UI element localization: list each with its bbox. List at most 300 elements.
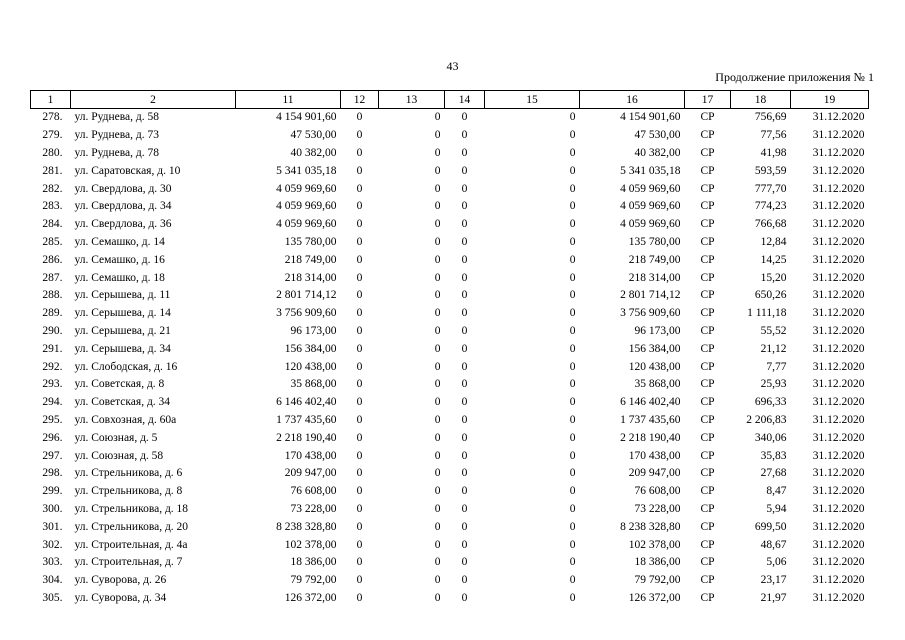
value-cell: 0 <box>434 129 441 142</box>
row-number-cell: 291. <box>42 342 63 355</box>
value-cell: 0 <box>461 485 468 498</box>
total-cell: 4 154 901,60 <box>620 111 681 124</box>
value-cell: 0 <box>461 538 468 551</box>
area-cell: 766,68 <box>754 218 787 231</box>
value-cell: 0 <box>461 502 468 515</box>
value-cell: 0 <box>569 164 576 177</box>
total-cell: 120 438,00 <box>628 360 681 373</box>
row-number-cell: 283. <box>42 200 63 213</box>
value-cell: 0 <box>461 431 468 444</box>
value-cell: 0 <box>434 485 441 498</box>
address-cell: ул. Союзная, д. 5 <box>74 431 158 444</box>
value-cell: 0 <box>461 467 468 480</box>
area-cell: 774,23 <box>754 200 787 213</box>
table-row <box>31 162 869 180</box>
value-cell: 0 <box>569 182 576 195</box>
value-cell: 0 <box>461 111 468 124</box>
area-cell: 23,17 <box>760 574 787 587</box>
address-cell: ул. Свердлова, д. 30 <box>74 182 172 195</box>
value-cell: 0 <box>461 129 468 142</box>
address-cell: ул. Союзная, д. 58 <box>74 449 164 462</box>
value-cell: 0 <box>434 556 441 569</box>
value-cell: 0 <box>356 342 363 355</box>
total-cell: 8 238 328,80 <box>620 520 681 533</box>
value-cell: 0 <box>569 413 576 426</box>
address-cell: ул. Серышева, д. 21 <box>74 324 171 337</box>
value-cell: 0 <box>569 449 576 462</box>
row-number-cell: 303. <box>42 556 63 569</box>
area-cell: 12,84 <box>760 235 787 248</box>
value-cell: 0 <box>461 556 468 569</box>
value-cell: 0 <box>569 467 576 480</box>
value-cell: 0 <box>461 182 468 195</box>
value-cell: 0 <box>434 502 441 515</box>
amount-cell: 40 382,00 <box>290 146 337 159</box>
table-row <box>31 145 869 163</box>
area-cell: 5,06 <box>766 556 787 569</box>
date-cell: 31.12.2020 <box>812 413 865 426</box>
column-header: 19 <box>791 91 869 109</box>
table-row <box>31 305 869 323</box>
table-row <box>31 216 869 234</box>
date-cell: 31.12.2020 <box>812 218 865 231</box>
value-cell: 0 <box>356 146 363 159</box>
amount-cell: 5 341 035,18 <box>276 164 337 177</box>
value-cell: 0 <box>356 538 363 551</box>
date-cell: 31.12.2020 <box>812 164 865 177</box>
value-cell: 0 <box>356 200 363 213</box>
amount-cell: 35 868,00 <box>290 378 337 391</box>
code-cell: СР <box>700 360 715 373</box>
area-cell: 593,59 <box>754 164 787 177</box>
column-header: 16 <box>580 91 685 109</box>
address-cell: ул. Советская, д. 34 <box>74 396 171 409</box>
total-cell: 73 228,00 <box>634 502 681 515</box>
value-cell: 0 <box>569 342 576 355</box>
area-cell: 7,77 <box>766 360 787 373</box>
date-cell: 31.12.2020 <box>812 502 865 515</box>
code-cell: СР <box>700 396 715 409</box>
date-cell: 31.12.2020 <box>812 324 865 337</box>
date-cell: 31.12.2020 <box>812 396 865 409</box>
code-cell: СР <box>700 520 715 533</box>
total-cell: 135 780,00 <box>628 235 681 248</box>
total-cell: 76 608,00 <box>634 485 681 498</box>
address-cell: ул. Стрельникова, д. 8 <box>74 485 183 498</box>
value-cell: 0 <box>434 360 441 373</box>
amount-cell: 2 218 190,40 <box>276 431 337 444</box>
value-cell: 0 <box>569 200 576 213</box>
total-cell: 79 792,00 <box>634 574 681 587</box>
area-cell: 1 111,18 <box>747 307 787 320</box>
area-cell: 21,12 <box>760 342 787 355</box>
table-row <box>31 590 869 608</box>
area-cell: 5,94 <box>766 502 787 515</box>
value-cell: 0 <box>356 218 363 231</box>
area-cell: 699,50 <box>754 520 787 533</box>
address-cell: ул. Суворова, д. 26 <box>74 574 167 587</box>
table-row <box>31 483 869 501</box>
column-header: 11 <box>236 91 341 109</box>
value-cell: 0 <box>356 307 363 320</box>
value-cell: 0 <box>461 378 468 391</box>
amount-cell: 96 173,00 <box>290 324 337 337</box>
column-header: 15 <box>485 91 580 109</box>
date-cell: 31.12.2020 <box>812 556 865 569</box>
column-header: 2 <box>71 91 236 109</box>
row-number-cell: 285. <box>42 235 63 248</box>
total-cell: 96 173,00 <box>634 324 681 337</box>
total-cell: 35 868,00 <box>634 378 681 391</box>
value-cell: 0 <box>461 218 468 231</box>
amount-cell: 8 238 328,80 <box>276 520 337 533</box>
row-number-cell: 284. <box>42 218 63 231</box>
date-cell: 31.12.2020 <box>812 129 865 142</box>
total-cell: 102 378,00 <box>628 538 681 551</box>
value-cell: 0 <box>356 467 363 480</box>
area-cell: 650,26 <box>754 289 787 302</box>
address-cell: ул. Суворова, д. 34 <box>74 591 167 604</box>
value-cell: 0 <box>569 520 576 533</box>
value-cell: 0 <box>434 111 441 124</box>
total-cell: 156 384,00 <box>628 342 681 355</box>
table-row <box>31 127 869 145</box>
value-cell: 0 <box>569 218 576 231</box>
total-cell: 4 059 969,60 <box>620 200 681 213</box>
value-cell: 0 <box>569 307 576 320</box>
total-cell: 4 059 969,60 <box>620 182 681 195</box>
area-cell: 25,93 <box>760 378 787 391</box>
column-header: 17 <box>685 91 731 109</box>
continuation-label: Продолжение приложения № 1 <box>715 70 874 84</box>
value-cell: 0 <box>356 485 363 498</box>
row-number-cell: 289. <box>42 307 63 320</box>
code-cell: СР <box>700 200 715 213</box>
value-cell: 0 <box>461 396 468 409</box>
total-cell: 18 386,00 <box>634 556 681 569</box>
date-cell: 31.12.2020 <box>812 235 865 248</box>
table-row <box>31 536 869 554</box>
value-cell: 0 <box>461 449 468 462</box>
date-cell: 31.12.2020 <box>812 182 865 195</box>
value-cell: 0 <box>356 396 363 409</box>
date-cell: 31.12.2020 <box>812 289 865 302</box>
area-cell: 48,67 <box>760 538 787 551</box>
table-row <box>31 323 869 341</box>
address-cell: ул. Стрельникова, д. 18 <box>74 502 189 515</box>
value-cell: 0 <box>434 324 441 337</box>
total-cell: 3 756 909,60 <box>620 307 681 320</box>
value-cell: 0 <box>461 324 468 337</box>
value-cell: 0 <box>434 235 441 248</box>
value-cell: 0 <box>356 182 363 195</box>
area-cell: 696,33 <box>754 396 787 409</box>
value-cell: 0 <box>461 342 468 355</box>
row-number-cell: 292. <box>42 360 63 373</box>
value-cell: 0 <box>461 271 468 284</box>
area-cell: 27,68 <box>760 467 787 480</box>
code-cell: СР <box>700 502 715 515</box>
row-number-cell: 278. <box>42 111 63 124</box>
total-cell: 218 314,00 <box>628 271 681 284</box>
row-number-cell: 294. <box>42 396 63 409</box>
area-cell: 2 206,83 <box>746 413 787 426</box>
value-cell: 0 <box>434 449 441 462</box>
row-number-cell: 280. <box>42 146 63 159</box>
column-header: 18 <box>731 91 791 109</box>
code-cell: СР <box>700 146 715 159</box>
area-cell: 77,56 <box>760 129 787 142</box>
column-header: 1 <box>31 91 71 109</box>
total-cell: 218 749,00 <box>628 253 681 266</box>
amount-cell: 218 749,00 <box>284 253 337 266</box>
amount-cell: 3 756 909,60 <box>276 307 337 320</box>
value-cell: 0 <box>434 467 441 480</box>
table-row <box>31 501 869 519</box>
amount-cell: 6 146 402,40 <box>276 396 337 409</box>
code-cell: СР <box>700 467 715 480</box>
row-number-cell: 295. <box>42 413 63 426</box>
date-cell: 31.12.2020 <box>812 431 865 444</box>
table-row <box>31 340 869 358</box>
value-cell: 0 <box>356 235 363 248</box>
code-cell: СР <box>700 271 715 284</box>
value-cell: 0 <box>461 591 468 604</box>
code-cell: СР <box>700 342 715 355</box>
area-cell: 777,70 <box>754 182 787 195</box>
address-cell: ул. Серышева, д. 34 <box>74 342 171 355</box>
date-cell: 31.12.2020 <box>812 591 865 604</box>
value-cell: 0 <box>461 413 468 426</box>
table-header-row <box>31 91 869 109</box>
value-cell: 0 <box>569 556 576 569</box>
amount-cell: 76 608,00 <box>290 485 337 498</box>
row-number-cell: 282. <box>42 182 63 195</box>
value-cell: 0 <box>434 342 441 355</box>
amount-cell: 218 314,00 <box>284 271 337 284</box>
address-cell: ул. Стрельникова, д. 6 <box>74 467 183 480</box>
address-cell: ул. Руднева, д. 73 <box>74 129 159 142</box>
date-cell: 31.12.2020 <box>812 200 865 213</box>
value-cell: 0 <box>434 413 441 426</box>
address-cell: ул. Стрельникова, д. 20 <box>74 520 189 533</box>
amount-cell: 4 059 969,60 <box>276 218 337 231</box>
value-cell: 0 <box>461 164 468 177</box>
date-cell: 31.12.2020 <box>812 538 865 551</box>
value-cell: 0 <box>461 146 468 159</box>
total-cell: 209 947,00 <box>628 467 681 480</box>
column-header: 13 <box>379 91 445 109</box>
row-number-cell: 298. <box>42 467 63 480</box>
value-cell: 0 <box>569 538 576 551</box>
row-number-cell: 293. <box>42 378 63 391</box>
address-cell: ул. Семашко, д. 18 <box>74 271 165 284</box>
value-cell: 0 <box>461 307 468 320</box>
code-cell: СР <box>700 485 715 498</box>
table-row <box>31 109 869 127</box>
value-cell: 0 <box>569 396 576 409</box>
code-cell: СР <box>700 431 715 444</box>
value-cell: 0 <box>434 164 441 177</box>
code-cell: СР <box>700 449 715 462</box>
code-cell: СР <box>700 324 715 337</box>
table-row <box>31 518 869 536</box>
address-cell: ул. Свердлова, д. 36 <box>74 218 172 231</box>
code-cell: СР <box>700 307 715 320</box>
table-row <box>31 376 869 394</box>
row-number-cell: 279. <box>42 129 63 142</box>
table-row <box>31 394 869 412</box>
address-cell: ул. Строительная, д. 4а <box>74 538 188 551</box>
value-cell: 0 <box>434 431 441 444</box>
registry-table <box>30 90 869 607</box>
area-cell: 8,47 <box>766 485 787 498</box>
table-row <box>31 447 869 465</box>
value-cell: 0 <box>434 271 441 284</box>
row-number-cell: 296. <box>42 431 63 444</box>
value-cell: 0 <box>569 253 576 266</box>
total-cell: 5 341 035,18 <box>620 164 681 177</box>
column-header: 14 <box>445 91 485 109</box>
table-row <box>31 358 869 376</box>
value-cell: 0 <box>569 360 576 373</box>
value-cell: 0 <box>356 360 363 373</box>
date-cell: 31.12.2020 <box>812 111 865 124</box>
row-number-cell: 286. <box>42 253 63 266</box>
area-cell: 35,83 <box>760 449 787 462</box>
table-row <box>31 412 869 430</box>
total-cell: 4 059 969,60 <box>620 218 681 231</box>
amount-cell: 1 737 435,60 <box>276 413 337 426</box>
value-cell: 0 <box>356 413 363 426</box>
table-row <box>31 269 869 287</box>
date-cell: 31.12.2020 <box>812 360 865 373</box>
value-cell: 0 <box>461 574 468 587</box>
total-cell: 47 530,00 <box>634 129 681 142</box>
date-cell: 31.12.2020 <box>812 449 865 462</box>
value-cell: 0 <box>461 360 468 373</box>
row-number-cell: 302. <box>42 538 63 551</box>
value-cell: 0 <box>356 289 363 302</box>
value-cell: 0 <box>356 591 363 604</box>
date-cell: 31.12.2020 <box>812 378 865 391</box>
code-cell: СР <box>700 164 715 177</box>
date-cell: 31.12.2020 <box>812 485 865 498</box>
row-number-cell: 305. <box>42 591 63 604</box>
date-cell: 31.12.2020 <box>812 307 865 320</box>
address-cell: ул. Саратовская, д. 10 <box>74 164 181 177</box>
value-cell: 0 <box>461 200 468 213</box>
date-cell: 31.12.2020 <box>812 342 865 355</box>
area-cell: 15,20 <box>760 271 787 284</box>
value-cell: 0 <box>434 253 441 266</box>
row-number-cell: 301. <box>42 520 63 533</box>
table-row <box>31 572 869 590</box>
amount-cell: 47 530,00 <box>290 129 337 142</box>
value-cell: 0 <box>569 146 576 159</box>
value-cell: 0 <box>569 129 576 142</box>
amount-cell: 4 154 901,60 <box>276 111 337 124</box>
table-row <box>31 429 869 447</box>
row-number-cell: 290. <box>42 324 63 337</box>
table-body <box>31 109 869 608</box>
value-cell: 0 <box>434 218 441 231</box>
amount-cell: 2 801 714,12 <box>276 289 337 302</box>
code-cell: СР <box>700 574 715 587</box>
amount-cell: 120 438,00 <box>284 360 337 373</box>
value-cell: 0 <box>356 129 363 142</box>
value-cell: 0 <box>569 235 576 248</box>
code-cell: СР <box>700 218 715 231</box>
address-cell: ул. Слободская, д. 16 <box>74 360 178 373</box>
code-cell: СР <box>700 235 715 248</box>
value-cell: 0 <box>434 520 441 533</box>
row-number-cell: 281. <box>42 164 63 177</box>
value-cell: 0 <box>569 485 576 498</box>
date-cell: 31.12.2020 <box>812 146 865 159</box>
value-cell: 0 <box>461 520 468 533</box>
value-cell: 0 <box>569 591 576 604</box>
table-row <box>31 251 869 269</box>
code-cell: СР <box>700 538 715 551</box>
value-cell: 0 <box>356 271 363 284</box>
code-cell: СР <box>700 182 715 195</box>
value-cell: 0 <box>569 111 576 124</box>
value-cell: 0 <box>569 574 576 587</box>
address-cell: ул. Совхозная, д. 60а <box>74 413 177 426</box>
row-number-cell: 288. <box>42 289 63 302</box>
amount-cell: 73 228,00 <box>290 502 337 515</box>
value-cell: 0 <box>356 431 363 444</box>
amount-cell: 4 059 969,60 <box>276 182 337 195</box>
date-cell: 31.12.2020 <box>812 253 865 266</box>
code-cell: СР <box>700 591 715 604</box>
date-cell: 31.12.2020 <box>812 520 865 533</box>
value-cell: 0 <box>356 449 363 462</box>
code-cell: СР <box>700 253 715 266</box>
area-cell: 21,97 <box>760 591 787 604</box>
value-cell: 0 <box>569 378 576 391</box>
total-cell: 2 218 190,40 <box>620 431 681 444</box>
value-cell: 0 <box>356 324 363 337</box>
address-cell: ул. Руднева, д. 58 <box>74 111 159 124</box>
total-cell: 6 146 402,40 <box>620 396 681 409</box>
area-cell: 41,98 <box>760 146 787 159</box>
page-number: 43 <box>446 59 459 73</box>
value-cell: 0 <box>434 289 441 302</box>
address-cell: ул. Свердлова, д. 34 <box>74 200 172 213</box>
row-number-cell: 304. <box>42 574 63 587</box>
code-cell: СР <box>700 378 715 391</box>
value-cell: 0 <box>434 182 441 195</box>
address-cell: ул. Советская, д. 8 <box>74 378 165 391</box>
row-number-cell: 287. <box>42 271 63 284</box>
amount-cell: 126 372,00 <box>284 591 337 604</box>
total-cell: 2 801 714,12 <box>620 289 681 302</box>
value-cell: 0 <box>569 431 576 444</box>
value-cell: 0 <box>434 574 441 587</box>
value-cell: 0 <box>356 574 363 587</box>
value-cell: 0 <box>356 111 363 124</box>
value-cell: 0 <box>356 378 363 391</box>
code-cell: СР <box>700 556 715 569</box>
table-row <box>31 234 869 252</box>
value-cell: 0 <box>356 253 363 266</box>
table-row <box>31 465 869 483</box>
value-cell: 0 <box>356 502 363 515</box>
amount-cell: 170 438,00 <box>284 449 337 462</box>
value-cell: 0 <box>461 289 468 302</box>
